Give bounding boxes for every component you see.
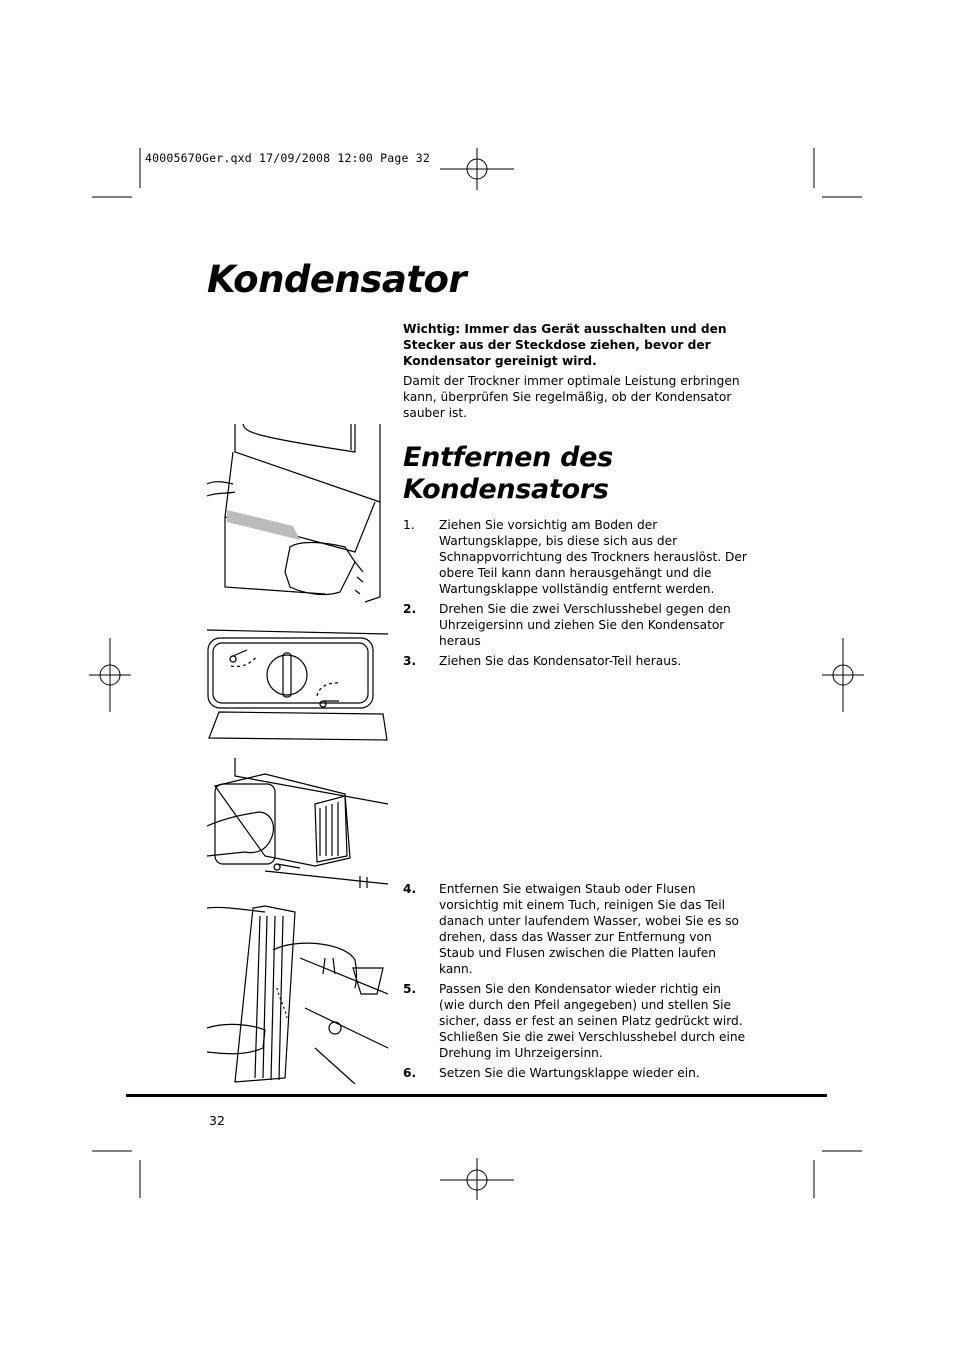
illustration-pull-condenser	[205, 756, 390, 888]
step-item	[403, 881, 748, 977]
step-number: 4.	[403, 882, 417, 896]
step-text: Ziehen Sie vorsichtig am Boden der Wartungsklappe, bis diese sich aus der Schnappvorrichtung des Trockners herauslöst. Der obere Teil kann dann herausgehängt und die Wartungsklappe vollständig entfernt werden.	[439, 518, 747, 596]
footer-rule	[126, 1094, 827, 1097]
illustration-rinse-condenser	[205, 898, 390, 1086]
step-item	[403, 517, 748, 597]
print-slug: 40005670Ger.qxd 17/09/2008 12:00 Page 32	[145, 151, 430, 165]
step-item	[403, 601, 748, 649]
step-text: Drehen Sie die zwei Verschlusshebel gegen den Uhrzeigersinn und ziehen Sie den Kondensator heraus	[439, 602, 731, 648]
step-text: Entfernen Sie etwaigen Staub oder Flusen vorsichtig mit einem Tuch, reinigen Sie das Teil danach unter laufendem Wasser, wobei Sie es so drehen, dass das Wasser zur Entfernung von Staub und Flusen zwischen die Platten laufen kann.	[439, 882, 740, 976]
page-title: Kondensator	[207, 258, 467, 301]
illustration-locking-levers	[205, 628, 390, 746]
step-number: 6.	[403, 1066, 417, 1080]
step-text: Setzen Sie die Wartungsklappe wieder ein.	[439, 1066, 700, 1080]
step-text: Passen Sie den Kondensator wieder richtig ein (wie durch den Pfeil angegeben) und stellen Sie sicher, dass er fest an seinen Platz gedrückt wird. Schließen Sie die zwei Verschlusshebel durch eine Drehung im Uhrzeigersinn.	[439, 982, 746, 1060]
step-number: 3.	[403, 654, 417, 668]
step-text: Ziehen Sie das Kondensator-Teil heraus.	[439, 654, 682, 668]
step-number: 1.	[403, 518, 415, 532]
illustration-remove-flap	[205, 422, 390, 610]
steps-list-lower	[403, 881, 748, 1085]
intro-block	[403, 321, 748, 425]
step-number: 5.	[403, 982, 417, 996]
page-number: 32	[209, 1113, 225, 1128]
warning-text: Wichtig: Immer das Gerät ausschalten und den Stecker aus der Steckdose ziehen, bevor der Kondensator gereinigt wird.	[403, 322, 727, 368]
steps-list-upper	[403, 517, 748, 673]
step-number: 2.	[403, 602, 417, 616]
step-item	[403, 1065, 748, 1081]
step-item	[403, 653, 748, 669]
section-title: Entfernen des Kondensators	[403, 442, 613, 505]
intro-text: Damit der Trockner immer optimale Leistung erbringen kann, überprüfen Sie regelmäßig, ob der Kondensator sauber ist.	[403, 374, 740, 420]
step-item	[403, 981, 748, 1061]
